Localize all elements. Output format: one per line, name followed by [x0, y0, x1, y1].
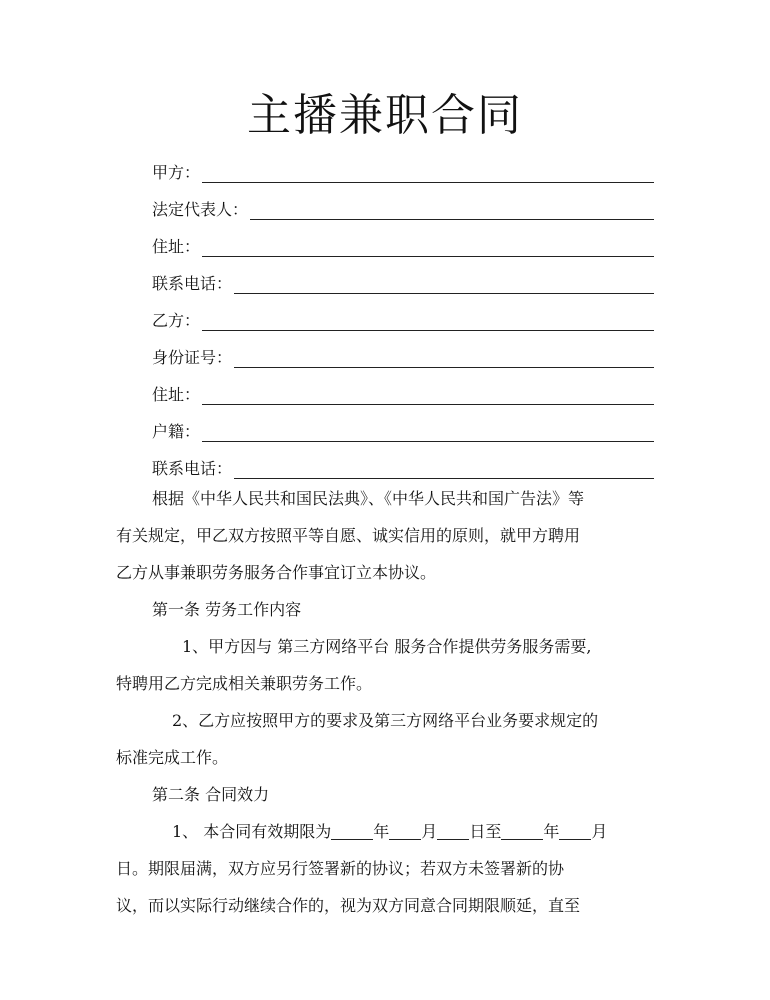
- fill-in-line[interactable]: [202, 423, 654, 442]
- article-2-heading: 第二条 合同效力: [152, 785, 270, 804]
- article-1-item-2-line: 2、乙方应按照甲方的要求及第三方网络平台业务要求规定的: [172, 711, 599, 730]
- field-party-b: [152, 294, 654, 331]
- contract-term-text: 议，而以实际行动继续合作的，视为双方同意合同期限顺延，直至: [116, 896, 581, 915]
- end-year-blank[interactable]: [501, 823, 543, 840]
- end-month-blank[interactable]: [559, 823, 591, 840]
- month-label: 月: [421, 822, 438, 841]
- contract-body: [116, 480, 656, 924]
- preamble-line: 乙方从事兼职劳务服务合作事宜订立本协议。: [116, 563, 437, 582]
- article-1-item-1-line: 1、甲方因与 第三方网络平台 服务合作提供劳务服务需要,: [182, 637, 592, 656]
- field-household-registration: [152, 405, 654, 442]
- year-label: 年: [373, 822, 390, 841]
- article-1-heading: 第一条 劳务工作内容: [152, 600, 302, 619]
- field-party-b-address: [152, 368, 654, 405]
- article-1-item-2-line: 标准完成工作。: [116, 748, 229, 767]
- field-id-number: [152, 331, 654, 368]
- preamble-line: 根据《中华人民共和国民法典》、《中华人民共和国广告法》等: [152, 489, 585, 508]
- field-legal-representative: [152, 183, 654, 220]
- fill-in-line[interactable]: [234, 275, 654, 294]
- field-label: 乙方：: [152, 311, 201, 330]
- fill-in-line[interactable]: [202, 312, 654, 331]
- field-party-b-phone: [152, 442, 654, 479]
- fill-in-line[interactable]: [202, 386, 654, 405]
- fill-in-line[interactable]: [202, 238, 654, 257]
- field-label: 户籍：: [152, 422, 201, 441]
- contract-term-line: [116, 813, 656, 850]
- field-label: 住址：: [152, 385, 201, 404]
- term-prefix: 1、 本合同有效期限为: [172, 822, 332, 841]
- article-1-item-1-line: 特聘用乙方完成相关兼职劳务工作。: [116, 674, 373, 693]
- month-label: 月: [591, 822, 608, 841]
- field-label: 住址：: [152, 237, 201, 256]
- field-label: 联系电话：: [152, 459, 233, 478]
- field-party-a-address: [152, 220, 654, 257]
- year-label: 年: [543, 822, 560, 841]
- field-label: 法定代表人：: [152, 200, 249, 219]
- start-day-blank[interactable]: [437, 823, 469, 840]
- field-label: 联系电话：: [152, 274, 233, 293]
- field-party-a-phone: [152, 257, 654, 294]
- day-to-label: 日至: [469, 822, 502, 841]
- fill-in-line[interactable]: [250, 201, 654, 220]
- contract-term-text: 日。期限届满，双方应另行签署新的协议；若双方未签署新的协: [116, 859, 565, 878]
- fill-in-line[interactable]: [234, 349, 654, 368]
- field-label: 甲方：: [152, 163, 201, 182]
- preamble-line: 有关规定，甲乙双方按照平等自愿、诚实信用的原则，就甲方聘用: [116, 526, 581, 545]
- field-party-a: [152, 146, 654, 183]
- fill-in-line[interactable]: [234, 460, 654, 479]
- field-label: 身份证号：: [152, 348, 233, 367]
- fill-in-line[interactable]: [202, 164, 654, 183]
- page-title: 主播兼职合同: [247, 90, 523, 141]
- party-info-fields: [152, 146, 654, 479]
- start-year-blank[interactable]: [331, 823, 373, 840]
- start-month-blank[interactable]: [389, 823, 421, 840]
